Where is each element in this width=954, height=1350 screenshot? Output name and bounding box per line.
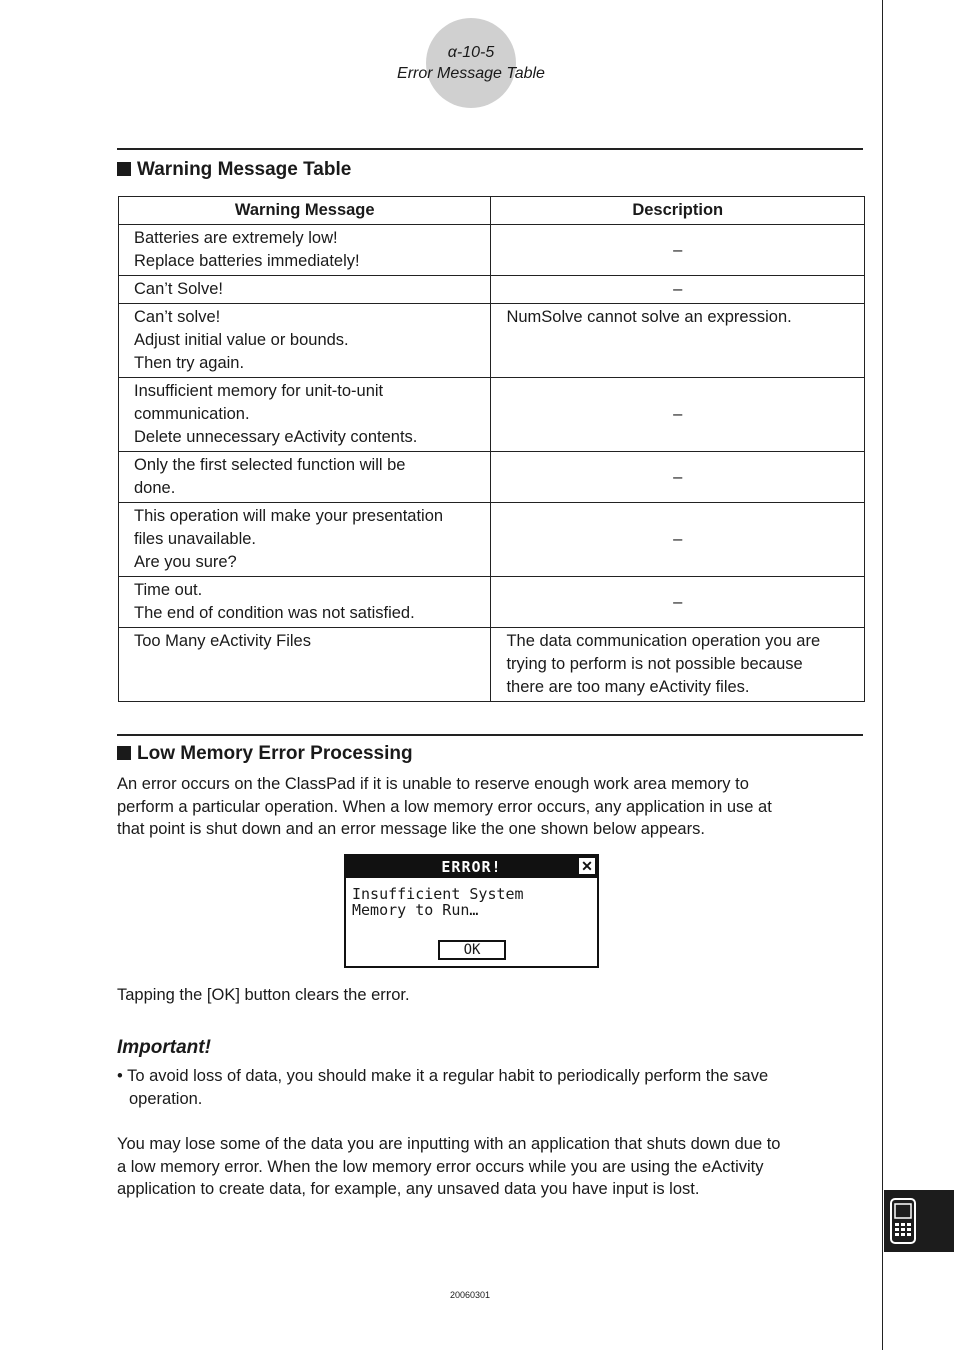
bullet-line: operation.: [129, 1089, 203, 1108]
footer-code: 20060301: [449, 1290, 491, 1300]
low-memory-section-title: [117, 743, 413, 765]
description-line: –: [673, 530, 683, 548]
page-number: α-10-5: [447, 44, 495, 61]
description-cell: [491, 378, 865, 452]
table-row: [119, 378, 865, 452]
warning-message-cell: [119, 628, 491, 702]
message-line: This operation will make your presentation: [134, 507, 444, 525]
warning-message-cell: [119, 276, 491, 304]
description-line: –: [673, 280, 683, 298]
description-line: –: [673, 405, 683, 423]
header-badge: [426, 18, 516, 108]
message-line: Only the first selected function will be: [134, 456, 406, 474]
table-row: [119, 452, 865, 503]
description-line: there are too many eActivity files.: [506, 678, 750, 696]
page-edge-rule: [882, 0, 883, 1350]
table-row: [119, 577, 865, 628]
warning-section-title-text: Warning Message Table: [137, 159, 352, 180]
intro-line: perform a particular operation. When a low memory error occurs, any application in use at: [117, 797, 772, 816]
message-line: Too Many eActivity Files: [134, 632, 311, 650]
message-line: communication.: [134, 405, 250, 423]
section-divider: [117, 148, 863, 150]
description-line: trying to perform is not possible because: [506, 655, 803, 673]
message-line: Delete unnecessary eActivity contents.: [134, 428, 418, 446]
description-cell: [491, 276, 865, 304]
closing-line: You may lose some of the data you are inputting with an application that shuts down due to: [117, 1135, 781, 1153]
table-row: [119, 503, 865, 577]
intro-line: An error occurs on the ClassPad if it is unable to reserve enough work area memory to: [117, 775, 749, 793]
message-line: Can’t Solve!: [134, 280, 223, 298]
table-row: [119, 276, 865, 304]
square-bullet-icon: [117, 162, 131, 176]
error-message-line: Insufficient System: [352, 885, 524, 903]
message-line: Replace batteries immediately!: [134, 252, 360, 270]
warning-message-table: [118, 196, 865, 702]
close-glyph: ✕: [581, 858, 593, 874]
message-line: done.: [134, 479, 176, 497]
table-row: [119, 628, 865, 702]
chapter-side-tab: [884, 1190, 954, 1252]
description-cell: [491, 452, 865, 503]
closing-paragraph: [117, 1133, 877, 1201]
message-line: Then try again.: [134, 354, 245, 372]
warning-section-title: [117, 159, 351, 181]
message-line: Adjust initial value or bounds.: [134, 331, 349, 349]
intro-paragraph: [117, 773, 877, 841]
message-line: Time out.: [134, 581, 203, 599]
message-line: Are you sure?: [134, 553, 237, 571]
square-bullet-icon: [117, 746, 131, 760]
error-dialog-message: [352, 886, 524, 918]
intro-line: that point is shut down and an error message like the one shown below appears.: [117, 820, 705, 839]
description-cell: [491, 577, 865, 628]
error-dialog-title: ERROR!: [346, 856, 597, 878]
close-icon[interactable]: [579, 858, 595, 874]
description-line: –: [673, 592, 683, 611]
description-line: –: [673, 240, 683, 259]
classpad-device-icon: [890, 1198, 916, 1244]
column-header-message: Warning Message: [119, 197, 491, 225]
important-bullet: [117, 1065, 768, 1110]
description-line: NumSolve cannot solve an expression.: [506, 308, 792, 326]
description-cell: [491, 225, 865, 276]
message-line: Insufficient memory for unit-to-unit: [134, 382, 384, 400]
section-divider: [117, 734, 863, 736]
description-cell: [491, 628, 865, 702]
bullet-line: • To avoid loss of data, you should make it a regular habit to periodically perform the save: [117, 1067, 769, 1085]
warning-message-cell: [119, 577, 491, 628]
message-line: Batteries are extremely low!: [134, 229, 338, 247]
description-cell: [491, 503, 865, 577]
description-cell: [491, 304, 865, 378]
table-row: [119, 304, 865, 378]
warning-message-cell: [119, 503, 491, 577]
low-memory-section-title-text: Low Memory Error Processing: [137, 743, 413, 764]
description-line: –: [673, 467, 683, 486]
message-line: files unavailable.: [134, 530, 256, 548]
column-header-description: Description: [491, 197, 865, 225]
chapter-title: Error Message Table: [397, 65, 545, 82]
closing-line: application to create data, for example, any unsaved data you have input is lost.: [117, 1180, 700, 1199]
warning-message-cell: [119, 452, 491, 503]
after-dialog-text: Tapping the [OK] button clears the error.: [117, 986, 410, 1004]
table-row: [119, 225, 865, 276]
table-header-row: [119, 197, 865, 225]
important-label: Important!: [117, 1037, 211, 1058]
warning-message-cell: [119, 304, 491, 378]
message-line: The end of condition was not satisfied.: [134, 604, 415, 622]
description-line: The data communication operation you are: [506, 632, 821, 650]
error-dialog-screenshot: [344, 854, 599, 968]
warning-message-cell: [119, 225, 491, 276]
ok-button[interactable]: OK: [438, 940, 506, 960]
warning-message-cell: [119, 378, 491, 452]
message-line: Can’t solve!: [134, 308, 221, 326]
error-message-line: Memory to Run…: [352, 901, 479, 919]
closing-line: a low memory error. When the low memory error occurs while you are using the eActivity: [117, 1157, 764, 1176]
